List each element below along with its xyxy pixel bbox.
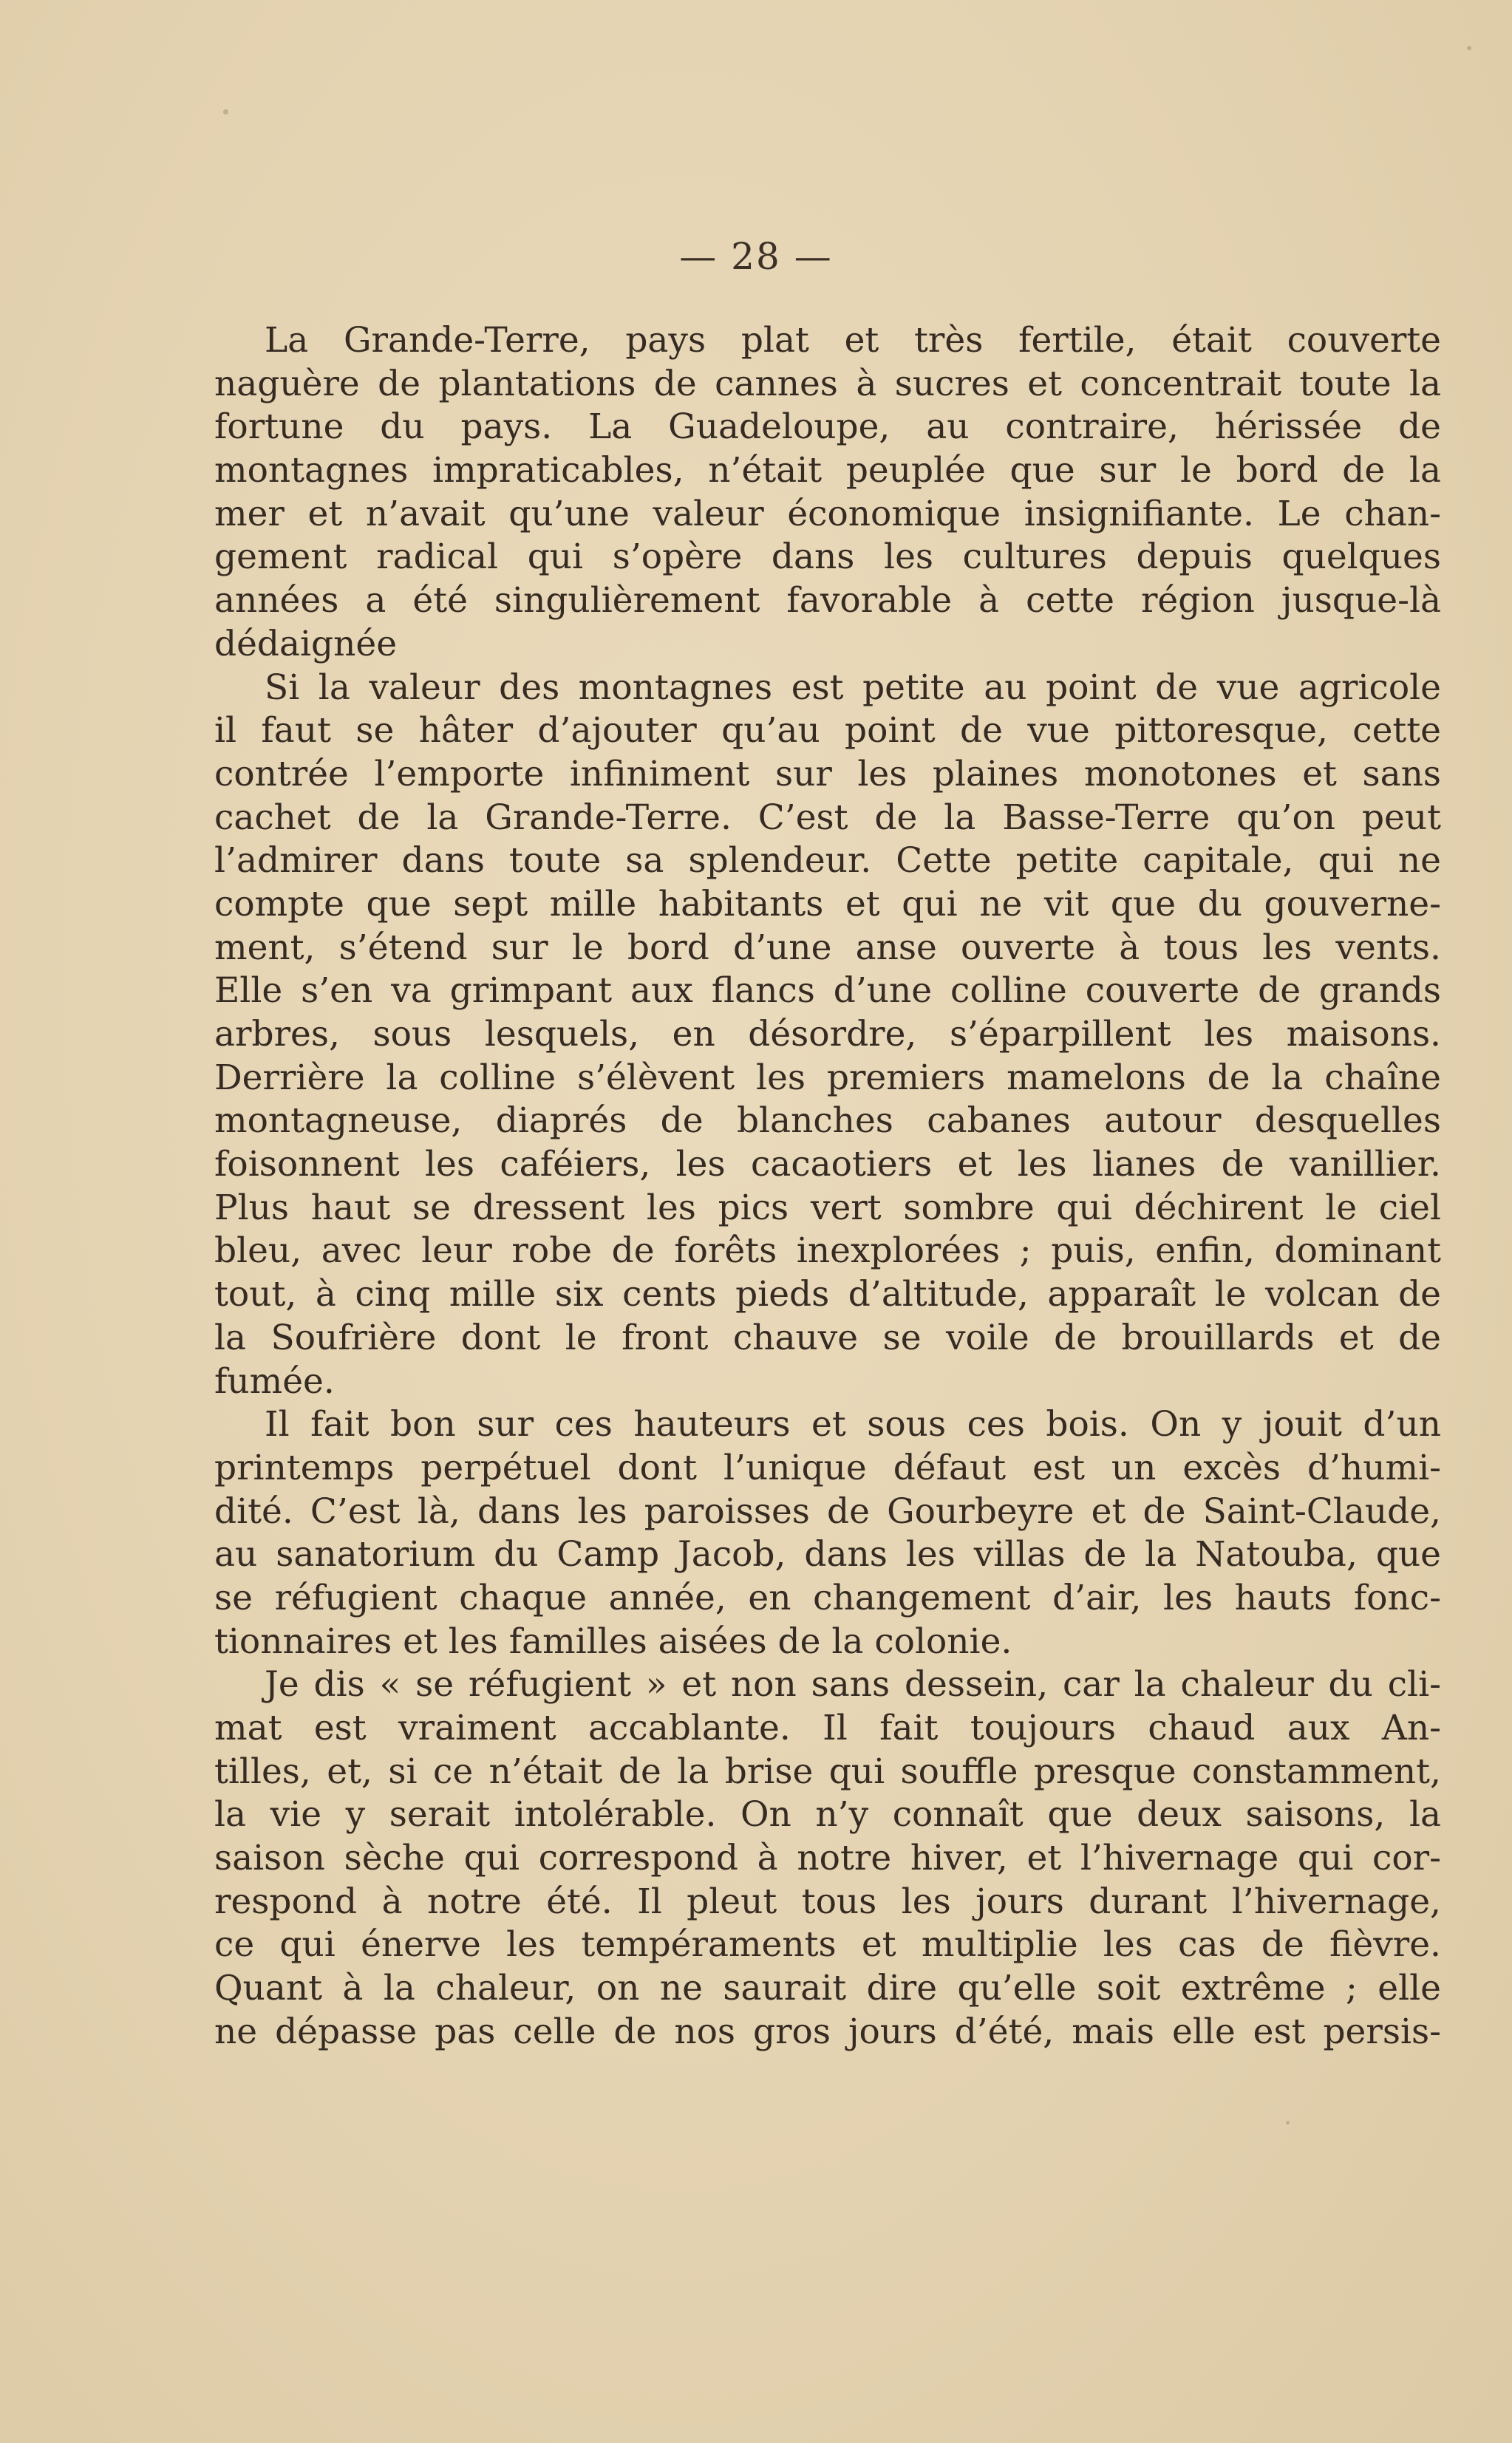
text-line: gement radical qui s’opère dans les cultures depuis quelques: [214, 536, 1441, 578]
text-line: Si la valeur des montagnes est petite au point de vue agricole: [265, 667, 1441, 708]
text-line: Il fait bon sur ces hauteurs et sous ces bois. On y jouit d’un: [265, 1404, 1441, 1445]
text-line: années a été singulièrement favorable à cette région jusque-là: [214, 580, 1441, 621]
text-line: se réfugient chaque année, en changement d’air, les hauts fonc-: [214, 1577, 1441, 1618]
page-number: — 28 —: [679, 235, 833, 278]
text-line: tout, à cinq mille six cents pieds d’altitude, apparaît le volcan de: [214, 1274, 1441, 1315]
text-line: au sanatorium du Camp Jacob, dans les villas de la Natouba, que: [214, 1534, 1441, 1575]
text-line: La Grande-Terre, pays plat et très fertile, était couverte: [265, 320, 1441, 361]
text-line: il faut se hâter d’ajouter qu’au point de vue pittoresque, cette: [214, 710, 1441, 752]
text-line: montagneuse, diaprés de blanches cabanes autour desquelles: [214, 1100, 1441, 1142]
text-line: fortune du pays. La Guadeloupe, au contraire, hérissée de: [214, 406, 1441, 448]
text-line: Plus haut se dressent les pics vert sombre qui déchirent le ciel: [214, 1187, 1441, 1228]
text-line: dité. C’est là, dans les paroisses de Gourbeyre et de Saint-Claude,: [214, 1490, 1441, 1532]
text-line: ment, s’étend sur le bord d’une anse ouverte à tous les vents.: [214, 927, 1441, 968]
paper-speck: [1467, 46, 1471, 50]
text-line: cachet de la Grande-Terre. C’est de la Basse-Terre qu’on peut: [214, 797, 1441, 838]
text-line: ne dépasse pas celle de nos gros jours d’été, mais elle est persis-: [214, 2011, 1441, 2052]
text-line: respond à notre été. Il pleut tous les jours durant l’hivernage,: [214, 1881, 1441, 1922]
text-line: montagnes impraticables, n’était peuplée que sur le bord de la: [214, 450, 1441, 491]
text-line: tilles, et, si ce n’était de la brise qui souffle presque constamment,: [214, 1751, 1441, 1792]
text-line: contrée l’emporte infiniment sur les plaines monotones et sans: [214, 753, 1441, 794]
text-line: la Soufrière dont le front chauve se voile de brouillards et de: [214, 1317, 1441, 1358]
paper-speck: [223, 109, 228, 115]
text-line: Elle s’en va grimpant aux flancs d’une colline couverte de grands: [214, 970, 1441, 1012]
text-line: saison sèche qui correspond à notre hiver, et l’hivernage qui cor-: [214, 1838, 1441, 1879]
text-line: ce qui énerve les tempéraments et multiplie les cas de fièvre.: [214, 1924, 1441, 1966]
text-line: Quant à la chaleur, on ne saurait dire qu’elle soit extrême ; elle: [214, 1968, 1441, 2009]
text-line: naguère de plantations de cannes à sucres et concentrait toute la: [214, 363, 1441, 404]
text-line: compte que sept mille habitants et qui ne vit que du gouverne-: [214, 883, 1441, 924]
text-line: printemps perpétuel dont l’unique défaut est un excès d’humi-: [214, 1447, 1441, 1488]
text-line: la vie y serait intolérable. On n’y connaît que deux saisons, la: [214, 1794, 1441, 1836]
paper-speck: [1286, 2121, 1290, 2125]
text-line: Je dis « se réfugient » et non sans dessein, car la chaleur du cli-: [265, 1664, 1441, 1706]
text-line: tionnaires et les familles aisées de la colonie.: [214, 1621, 1012, 1662]
text-line: fumée.: [214, 1360, 335, 1402]
text-line: foisonnent les caféiers, les cacaotiers et les lianes de vanillier.: [214, 1144, 1441, 1185]
body-text: [214, 319, 1441, 2054]
text-line: Derrière la colline s’élèvent les premiers mamelons de la chaîne: [214, 1057, 1441, 1098]
text-line: l’admirer dans toute sa splendeur. Cette petite capitale, qui ne: [214, 840, 1441, 882]
text-line: bleu, avec leur robe de forêts inexplorées ; puis, enfin, dominant: [214, 1230, 1441, 1272]
text-line: mer et n’avait qu’une valeur économique insignifiante. Le chan-: [214, 493, 1441, 534]
text-line: dédaignée: [214, 623, 398, 664]
text-line: mat est vraiment accablante. Il fait toujours chaud aux An-: [214, 1708, 1441, 1748]
text-line: arbres, sous lesquels, en désordre, s’éparpillent les maisons.: [214, 1014, 1441, 1054]
